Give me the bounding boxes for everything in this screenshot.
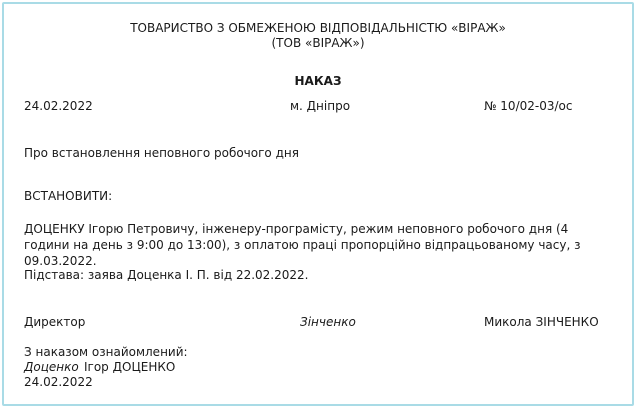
order-date: 24.02.2022 xyxy=(24,99,93,113)
signatory-position: Директор xyxy=(24,315,86,329)
company-full-name: ТОВАРИСТВО З ОБМЕЖЕНОЮ ВІДПОВІДАЛЬНІСТЮ «ВІРАЖ» xyxy=(130,21,506,35)
decree-text: ДОЦЕНКУ Ігорю Петровичу, інженеру-програмісту, режим неповного робочого дня (4 години на день з 9:00 до 13:00), з оплатою праці пропорційно відпрацьованому часу, з 09.03.2022. xyxy=(24,222,581,268)
company-short-name: (ТОВ «ВІРАЖ») xyxy=(271,36,365,50)
document-page xyxy=(2,2,634,406)
order-title: НАКАЗ xyxy=(294,74,342,88)
order-city: м. Дніпро xyxy=(290,99,351,113)
order-number: № 10/02-03/ос xyxy=(484,99,573,113)
decree-heading: ВСТАНОВИТИ: xyxy=(24,189,113,203)
order-subject: Про встановлення неповного робочого дня xyxy=(24,146,299,160)
acknowledgement-label: З наказом ознайомлений: xyxy=(24,345,188,359)
acknowledgement-date: 24.02.2022 xyxy=(24,375,93,389)
director-signature: Зінченко xyxy=(300,315,356,329)
employee-signature: Доценко xyxy=(24,360,79,374)
employee-name: Ігор ДОЦЕНКО xyxy=(84,360,176,374)
signatory-name: Микола ЗІНЧЕНКО xyxy=(484,315,599,329)
basis-text: Підстава: заява Доценка І. П. від 22.02.2022. xyxy=(24,268,309,282)
